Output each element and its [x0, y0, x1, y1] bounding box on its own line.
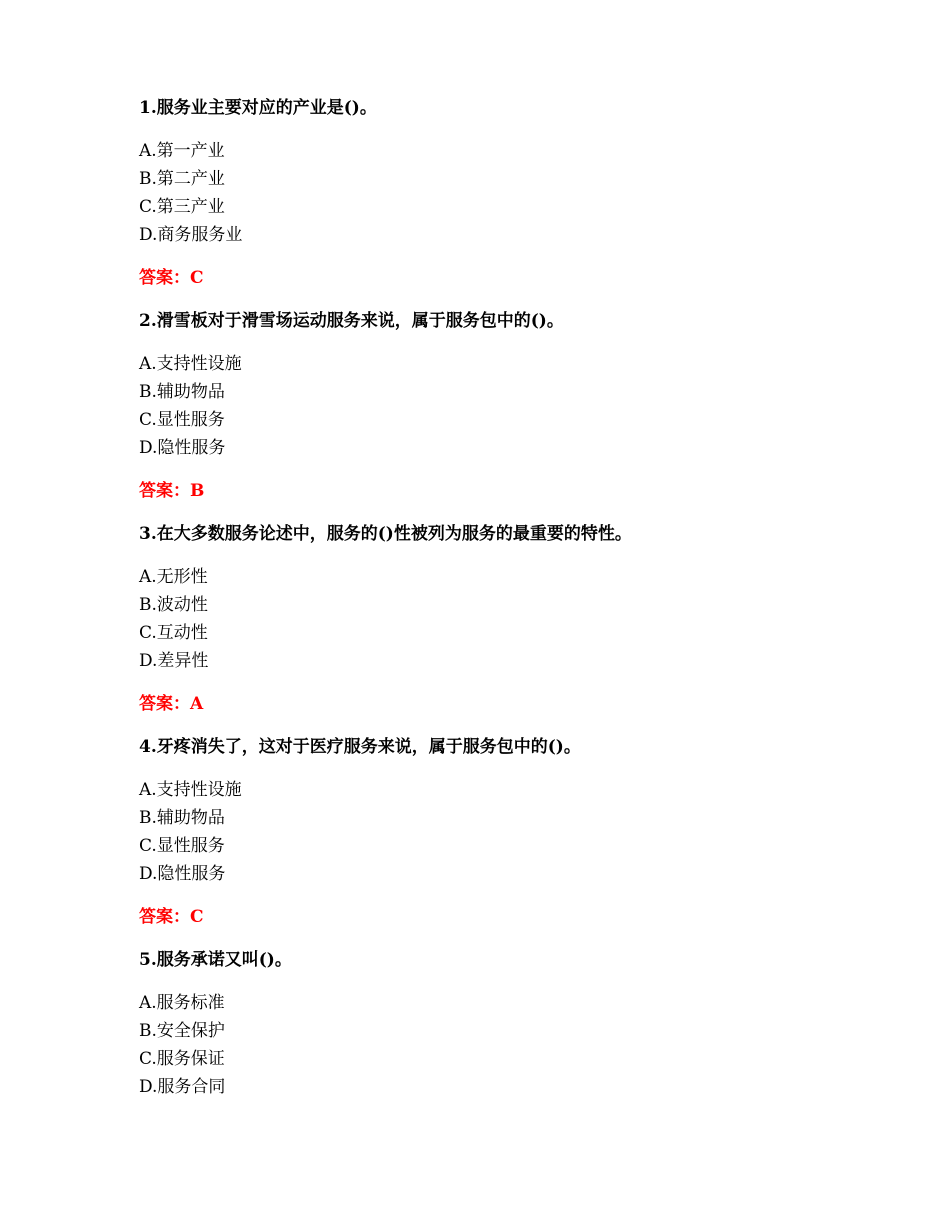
option-b: B.安全保护: [139, 1021, 225, 1041]
option-c: C.服务保证: [139, 1049, 225, 1069]
question-stem: 5.服务承诺又叫()。: [139, 950, 292, 970]
option-d: D.服务合同: [139, 1077, 226, 1097]
option-b: B.辅助物品: [139, 808, 225, 828]
option-b: B.第二产业: [139, 169, 225, 189]
option-a: A.第一产业: [139, 141, 225, 161]
option-c: C.互动性: [139, 623, 208, 643]
option-list: [139, 989, 225, 1101]
answer-label: 答案：C: [139, 268, 204, 288]
option-list: [139, 137, 242, 249]
option-a: A.支持性设施: [139, 354, 242, 374]
question-stem: 3.在大多数服务论述中，服务的()性被列为服务的最重要的特性。: [139, 524, 632, 544]
option-list: [139, 350, 242, 462]
option-b: B.辅助物品: [139, 382, 225, 402]
option-a: A.无形性: [139, 567, 208, 587]
question-3: [139, 523, 899, 714]
option-d: D.隐性服务: [139, 864, 226, 884]
option-list: [139, 563, 208, 675]
answer-label: 答案：C: [139, 907, 204, 927]
option-d: D.隐性服务: [139, 438, 226, 458]
option-c: C.第三产业: [139, 197, 225, 217]
option-d: D.差异性: [139, 651, 209, 671]
answer-label: 答案：B: [139, 481, 205, 501]
option-c: C.显性服务: [139, 410, 225, 430]
option-a: A.服务标准: [139, 993, 225, 1013]
question-5: [139, 949, 899, 1097]
question-stem: 1.服务业主要对应的产业是()。: [139, 98, 377, 118]
question-stem: 4.牙疼消失了，这对于医疗服务来说，属于服务包中的()。: [139, 737, 581, 757]
option-a: A.支持性设施: [139, 780, 242, 800]
question-1: [139, 97, 899, 288]
option-d: D.商务服务业: [139, 225, 243, 245]
option-list: [139, 776, 242, 888]
option-c: C.显性服务: [139, 836, 225, 856]
question-4: [139, 736, 899, 927]
question-2: [139, 310, 899, 501]
question-stem: 2.滑雪板对于滑雪场运动服务来说，属于服务包中的()。: [139, 311, 564, 331]
option-b: B.波动性: [139, 595, 208, 615]
answer-label: 答案：A: [139, 694, 204, 714]
